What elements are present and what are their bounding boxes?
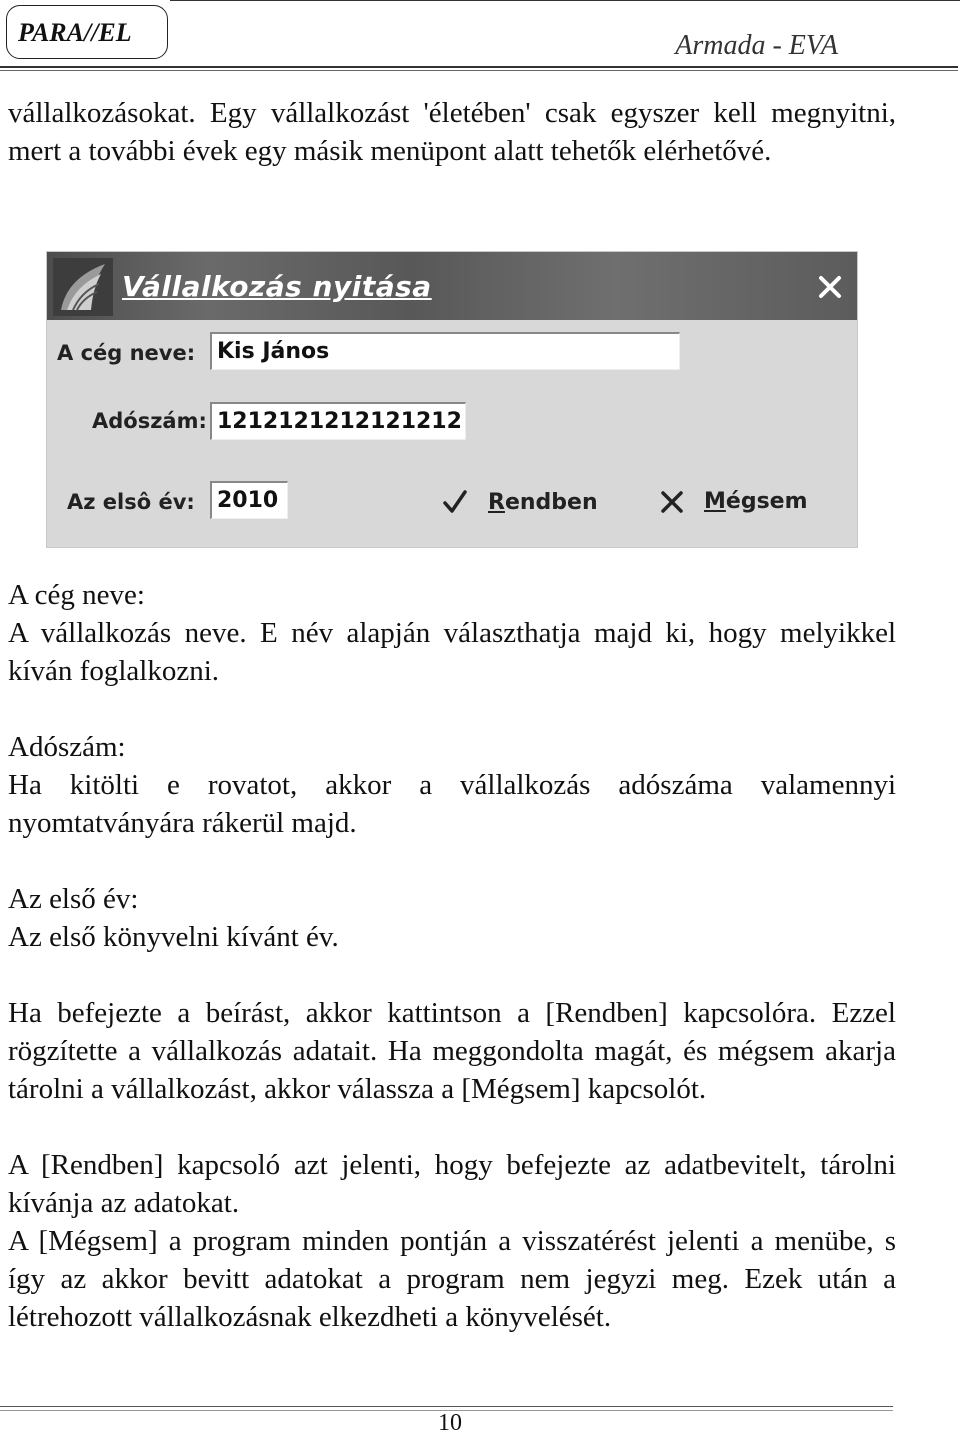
company-heading: A cég neve: [8,579,145,611]
ok-label: endben [504,489,598,515]
company-name-label: A cég neve: [57,341,196,365]
tax-description: Ha kitölti e rovatot, akkor a vállalkozás adószáma valamennyi nyomtatványára rákerül majd. [8,769,896,839]
check-icon [442,489,468,515]
ok-paragraph: A [Rendben] kapcsoló azt jelenti, hogy befejezte az adatbevitelt, tárolni kívánja az adatokat. [8,1149,896,1219]
ok-button[interactable] [442,489,598,515]
tax-number-label: Adószám: [92,409,207,433]
header-top-rule [170,0,960,1]
cancel-x-icon [660,490,684,514]
year-heading: Az első év: [8,883,139,915]
cancel-mnemonic: M [704,489,726,514]
year-description: Az első könyvelni kívánt év. [8,921,339,953]
first-year-input[interactable] [210,481,288,519]
parallel-logo [6,5,168,59]
company-open-dialog [46,251,858,548]
cancel-button[interactable] [660,489,808,514]
intro-paragraph: vállalkozásokat. Egy vállalkozást 'életében' csak egyszer kell megnyitni, mert a további évek egy másik menüpont alatt tehetők elérhetővé. [8,97,896,167]
header-divider [0,66,958,68]
book-icon [53,258,113,316]
tax-heading: Adószám: [8,731,126,763]
logo-text: PARA//EL [18,18,132,47]
close-icon[interactable] [815,272,845,302]
page-header [0,0,960,70]
tax-number-input[interactable] [210,402,466,440]
cancel-paragraph: A [Mégsem] a program minden pontján a visszatérést jelenti a menübe, s így az akkor bevitt adatokat a program nem jegyzi meg. Ezek után a létrehozott vállalkozásnak elkezdheti a könyvelését. [8,1225,896,1333]
finish-paragraph: Ha befejezte a beírást, akkor kattintson a [Rendben] kapcsolóra. Ezzel rögzítette a vállalkozás adatait. Ha meggondolta magát, és mégsem akarja tárolni a vállalkozást, akkor válassza a [Mégsem] kapcsolót. [8,997,896,1105]
footer-divider [0,1406,893,1407]
page-number: 10 [438,1410,462,1436]
dialog-titlebar [47,252,857,320]
header-divider-thin [0,70,958,71]
first-year-label: Az elsô év: [67,490,195,514]
header-title: Armada - EVA [675,30,838,61]
company-name-input[interactable] [210,332,680,370]
ok-mnemonic: R [488,489,505,515]
cancel-label: égsem [725,489,808,514]
company-description: A vállalkozás neve. E név alapján választhatja majd ki, hogy melyikkel kíván foglalkozni. [8,617,896,687]
logo-wordmark [12,12,162,52]
dialog-title: Vállalkozás nyitása [122,270,432,303]
